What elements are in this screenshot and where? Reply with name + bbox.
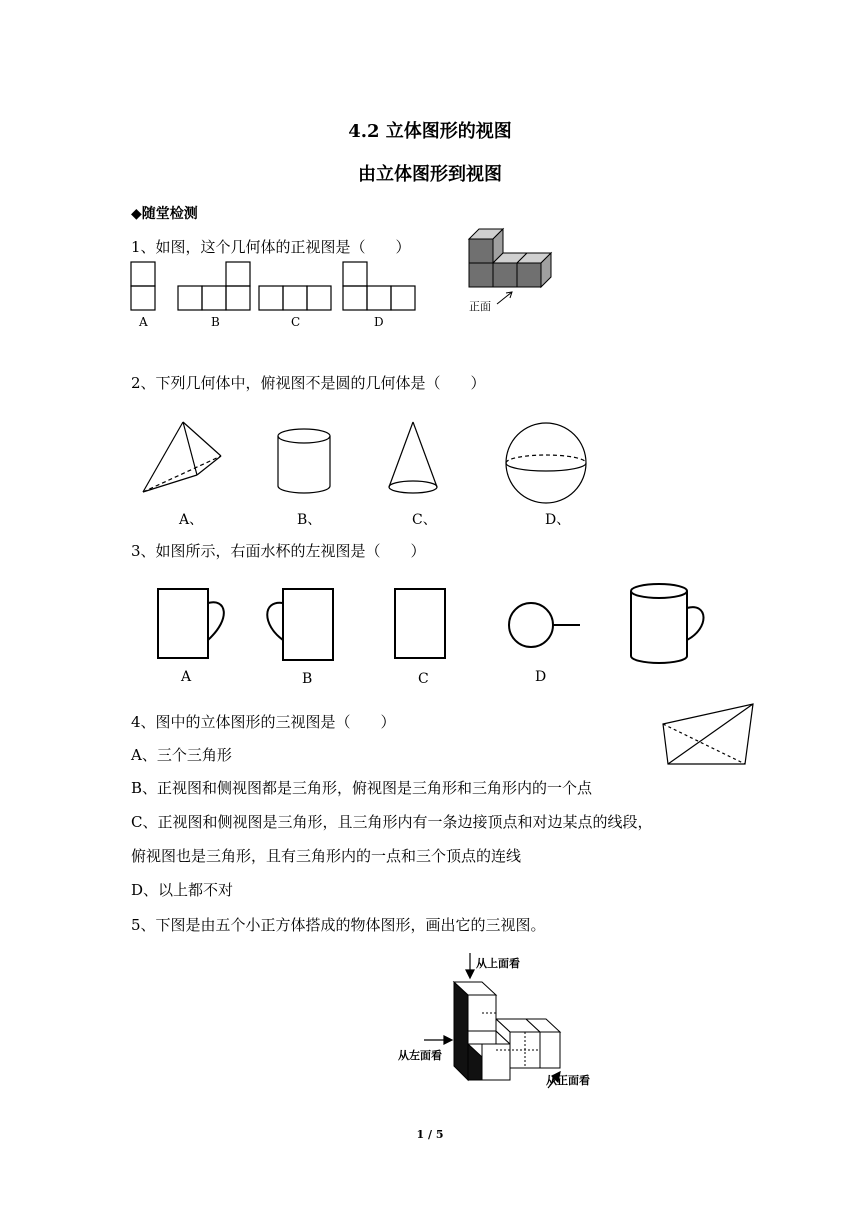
- q4-choice-c-continued: 俯视图也是三角形，且有三角形内的一点和三个顶点的连线: [131, 847, 522, 865]
- q4-choice-a: A、三个三角形: [131, 746, 232, 764]
- q3-option-c-label: C: [418, 671, 429, 687]
- question-4-text: 4、图中的立体图形的三视图是（ ）: [131, 713, 396, 731]
- q4-choice-d: D、以上都不对: [131, 881, 234, 899]
- q5-view-top-label: 从上面看: [476, 957, 520, 970]
- q2-option-a-label: A、: [179, 512, 204, 528]
- q3-option-d-label: D: [535, 669, 547, 685]
- question-3-text: 3、如图所示，右面水杯的左视图是（ ）: [131, 542, 426, 560]
- q4-choice-b: B、正视图和侧视图都是三角形，俯视图是三角形和三角形内的一个点: [131, 779, 593, 797]
- q1-front-label: 正面: [469, 300, 491, 313]
- q3-option-b-label: B: [302, 671, 313, 687]
- q1-option-c-label: C: [291, 315, 301, 329]
- page-subtitle: 由立体图形到视图: [358, 164, 502, 185]
- question-5-text: 5、下图是由五个小正方体搭成的物体图形，画出它的三视图。: [131, 916, 546, 934]
- q5-view-front-label: 从正面看: [546, 1074, 590, 1087]
- q1-option-b-label: B: [211, 315, 220, 329]
- q1-option-d-label: D: [374, 315, 384, 329]
- q1-option-a-label: A: [139, 315, 148, 329]
- question-1-text: 1、如图，这个几何体的正视图是（ ）: [131, 238, 411, 256]
- q3-option-a-label: A: [181, 669, 192, 685]
- page-title: 4.2 立体图形的视图: [348, 121, 512, 142]
- q5-view-left-label: 从左面看: [398, 1049, 442, 1062]
- q4-choice-c: C、正视图和侧视图是三角形，且三角形内有一条边接顶点和对边某点的线段，: [131, 813, 653, 831]
- page-number: 1 / 5: [416, 1128, 444, 1141]
- q2-option-c-label: C、: [412, 512, 437, 528]
- question-2-text: 2、下列几何体中，俯视图不是圆的几何体是（ ）: [131, 374, 486, 392]
- q2-option-d-label: D、: [545, 512, 571, 528]
- section-heading: ◆随堂检测: [131, 206, 198, 222]
- q2-option-b-label: B、: [297, 512, 322, 528]
